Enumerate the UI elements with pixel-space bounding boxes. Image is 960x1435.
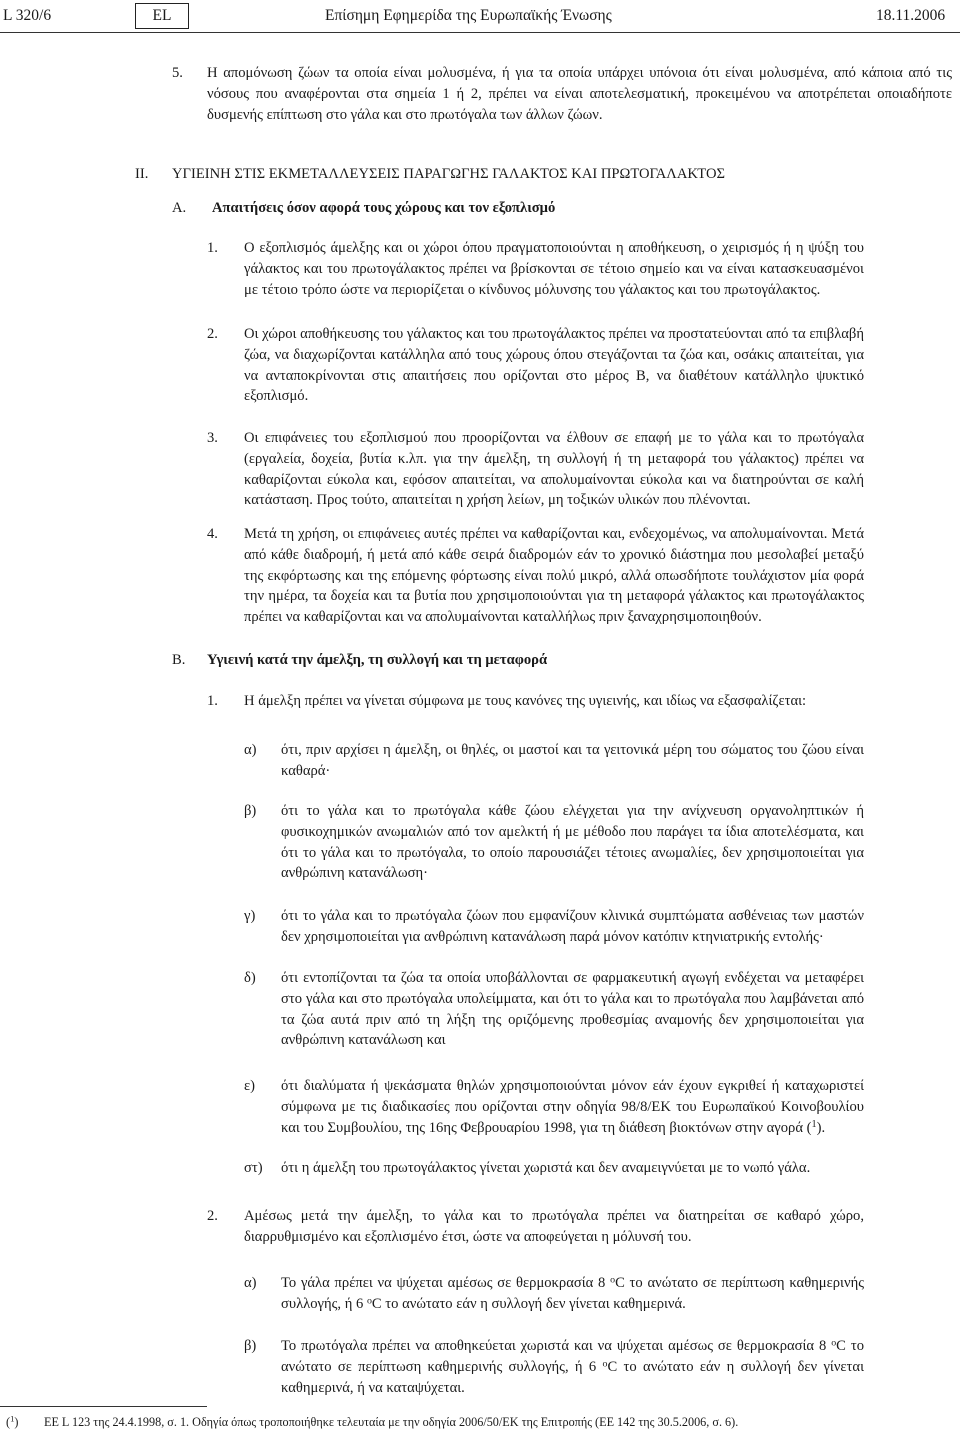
a-item-3-number: 3.: [207, 430, 218, 446]
point-5-text: Η απομόνωση ζώων τα οποία είναι μολυσμένα, ή για τα οποία υπάρχει υπόνοια ότι είναι μολυσμένα, από κάποια από τις νόσους που αναφέρονται στα σημεία 1 ή 2, πρέπει να είναι αποτελεσματική, προκειμένου να αποτρέπεται οποιαδήποτε δυσμενής επίπτωση στο γάλα και στο πρωτόγαλα των άλλων ζώων.: [207, 65, 952, 123]
b-item-2-number: 2.: [207, 1208, 218, 1224]
b1-item-f-label: στ): [244, 1160, 263, 1176]
b1-item-d-label: δ): [244, 970, 256, 986]
b-item-1-text: Η άμελξη πρέπει να γίνεται σύμφωνα με τους κανόνες της υγιεινής, και ιδίως να εξασφαλίζεται:: [244, 693, 807, 709]
b1-item-a-text: ότι, πριν αρχίσει η άμελξη, οι θηλές, οι μαστοί και τα γειτονικά μέρη του σώματος του ζώου είναι καθαρά·: [281, 742, 864, 779]
subsection-b-title: Υγιεινή κατά την άμελξη, τη συλλογή και τη μεταφορά: [207, 652, 548, 668]
section-number: II.: [135, 166, 149, 182]
section-title: ΥΓΙΕΙΝΗ ΣΤΙΣ ΕΚΜΕΤΑΛΛΕΥΣΕΙΣ ΠΑΡΑΓΩΓΗΣ ΓΑΛΑΚΤΟΣ ΚΑΙ ΠΡΩΤΟΓΑΛΑΚΤΟΣ: [172, 166, 725, 182]
a-item-1-text: Ο εξοπλισμός άμελξης και οι χώροι όπου πραγματοποιούνται η αποθήκευση, ο χειρισμός ή η ψύξη του γάλακτος και του πρωτογάλακτος πρέπει να βρίσκονται σε τέτοιο σημείο και να είναι κατασκευασμένοι με τέτοιο τρόπο ώστε να περιορίζεται ο κίνδυνος μόλυνσης του γάλακτος και του πρωτογάλακτος.: [244, 240, 864, 298]
point-5-number: 5.: [172, 65, 183, 81]
publication-date: 18.11.2006: [876, 7, 946, 24]
b1-item-b-text: ότι το γάλα και το πρωτόγαλα κάθε ζώου ελέγχεται για την ανίχνευση οργανοληπτικών ή φυσικοχημικών ανωμαλιών από τον αμελκτή ή με μέθοδο που παράγει τα ίδια αποτελέσματα, και ότι το γάλα και το πρωτόγαλα, το οποίο παρουσιάζει τέτοιες ανωμαλίες, δεν χρησιμοποιείται για ανθρώπινη κατανάλωση·: [281, 803, 864, 882]
a-item-4-number: 4.: [207, 526, 218, 542]
header-rule: [0, 32, 960, 33]
b1-item-e-label: ε): [244, 1078, 255, 1094]
b1-item-c-label: γ): [244, 908, 256, 924]
footnote-marker: ($^1$): [6, 1413, 19, 1429]
b-item-2-text: Αμέσως μετά την άμελξη, το γάλα και το πρωτόγαλα πρέπει να διατηρείται σε καθαρό χώρο, διαρρυθμισμένο και εξοπλισμένο έτσι, ώστε να αποφεύγεται η μόλυνσή του.: [244, 1208, 864, 1245]
subsection-a-title: Απαιτήσεις όσον αφορά τους χώρους και τον εξοπλισμό: [212, 200, 556, 216]
b2-item-a-label: α): [244, 1275, 257, 1291]
b2-item-b-text: Το πρωτόγαλα πρέπει να αποθηκεύεται χωριστά και να ψύχεται αμέσως σε θερμοκρασία 8 $^o$C το ανώτατο σε περίπτωση καθημερινής συλλογής, ή 6 $^o$C το ανώτατο εάν η συλλογή δεν γίνεται καθημερινά, ή να καταψύχεται.: [281, 1337, 864, 1396]
a-item-1-number: 1.: [207, 240, 218, 256]
b1-item-e-text: ότι διαλύματα ή ψεκάσματα θηλών χρησιμοποιούνται μόνον εάν έχουν εγκριθεί ή καταχωριστεί σύμφωνα με τις διαδικασίες που ορίζονται στην οδηγία 98/8/ΕΚ του Ευρωπαϊκού Κοινοβουλίου και του Συμβουλίου, της 16ης Φεβρουαρίου 1998, για τη διάθεση βιοκτόνων στην αγορά ($^1$).: [281, 1078, 864, 1136]
language-badge: EL: [135, 3, 189, 29]
a-item-2-text: Οι χώροι αποθήκευσης του γάλακτος και του πρωτογάλακτος πρέπει να προστατεύονται από τα επιβλαβή ζώα, να διαχωρίζονται κατάλληλα από τους χώρους όπου στεγάζονται τα ζώα και, οσάκις απαιτείται, για να ανταποκρίνονται στις απαιτήσεις που ορίζονται στο μέρος B, να διαθέτουν κατάλληλο ψυκτικό εξοπλισμό.: [244, 326, 864, 405]
footnote-rule: [0, 1406, 207, 1407]
b1-item-f-text: ότι η άμελξη του πρωτογάλακτος γίνεται χωριστά και δεν αναμειγνύεται με το νωπό γάλα.: [281, 1160, 811, 1176]
b1-item-b-label: β): [244, 803, 257, 819]
footnote-reference[interactable]: 1: [811, 1118, 817, 1130]
b2-item-b-label: β): [244, 1338, 257, 1354]
b1-item-a-label: α): [244, 742, 257, 758]
a-item-4-text: Μετά τη χρήση, οι επιφάνειες αυτές πρέπει να καθαρίζονται και, ενδεχομένως, να απολυμαίνονται. Μετά από κάθε διαδρομή, ή μετά από κάθε σειρά διαδρομών εάν το χρονικό διάστημα που μεσολαβεί μεταξύ της εκφόρτωσης και της επόμενης φόρτωσης είναι πολύ μικρό, αλλά οπωσδήποτε τουλάχιστον μία φορά την ημέρα, τα δοχεία και τα βυτία που χρησιμοποιούνται για τη μεταφορά γάλακτος και πρωτογάλακτος πρέπει να καθαρίζονται και να απολυμαίνονται καταλλήλως πριν ξαναχρησιμοποιηθούν.: [244, 526, 864, 626]
b-item-1-number: 1.: [207, 693, 218, 709]
subsection-b-letter: B.: [172, 652, 186, 668]
subsection-a-letter: A.: [172, 200, 187, 216]
b1-item-d-text: ότι εντοπίζονται τα ζώα τα οποία υποβάλλονται σε φαρμακευτική αγωγή ενδέχεται να μεταφέρει στο γάλα και στο πρωτόγαλα υπολείμματα, και ότι το γάλα και το πρωτόγαλα που λαμβάνεται από τα ζώα αυτά πριν από τη λήξη της οριζόμενης προθεσμίας αναμονής δεν χρησιμοποιείται για ανθρώπινη κατανάλωση και: [281, 970, 864, 1049]
a-item-2-number: 2.: [207, 326, 218, 342]
page-reference: L 320/6: [3, 7, 52, 24]
b1-item-c-text: ότι το γάλα και το πρωτόγαλα ζώων που εμφανίζουν κλινικά συμπτώματα ασθένειας των μαστών δεν χρησιμοποιείται για ανθρώπινη κατανάλωση παρά μόνον κατόπιν κτηνιατρικής εντολής·: [281, 908, 864, 945]
journal-title: Επίσημη Εφημερίδα της Ευρωπαϊκής Ένωσης: [325, 7, 612, 24]
b2-item-a-text: Το γάλα πρέπει να ψύχεται αμέσως σε θερμοκρασία 8 $^o$C το ανώτατο σε περίπτωση καθημερινής συλλογής, ή 6 $^o$C το ανώτατο εάν η συλλογή δεν γίνεται καθημερινά.: [281, 1274, 864, 1312]
a-item-3-text: Οι επιφάνειες του εξοπλισμού που προορίζονται να έλθουν σε επαφή με το γάλα και το πρωτόγαλα (εργαλεία, δοχεία, βυτία κ.λπ. για την άμελξη, τη συλλογή ή τη μεταφορά του γάλακτος) πρέπει να καθαρίζονται εύκολα και, εφόσον απαιτείται, να απολυμαίνονται εύκολα και να διατηρούνται σε καλή κατάσταση. Προς τούτο, απαιτείται η χρήση λείων, μη τοξικών υλικών που πλένονται.: [244, 430, 864, 509]
footnote-text: ΕΕ L 123 της 24.4.1998, σ. 1. Οδηγία όπως τροποποιήθηκε τελευταία με την οδηγία 2006/50/ΕΚ της Επιτροπής (ΕΕ 142 της 30.5.2006, σ. 6).: [44, 1415, 739, 1429]
